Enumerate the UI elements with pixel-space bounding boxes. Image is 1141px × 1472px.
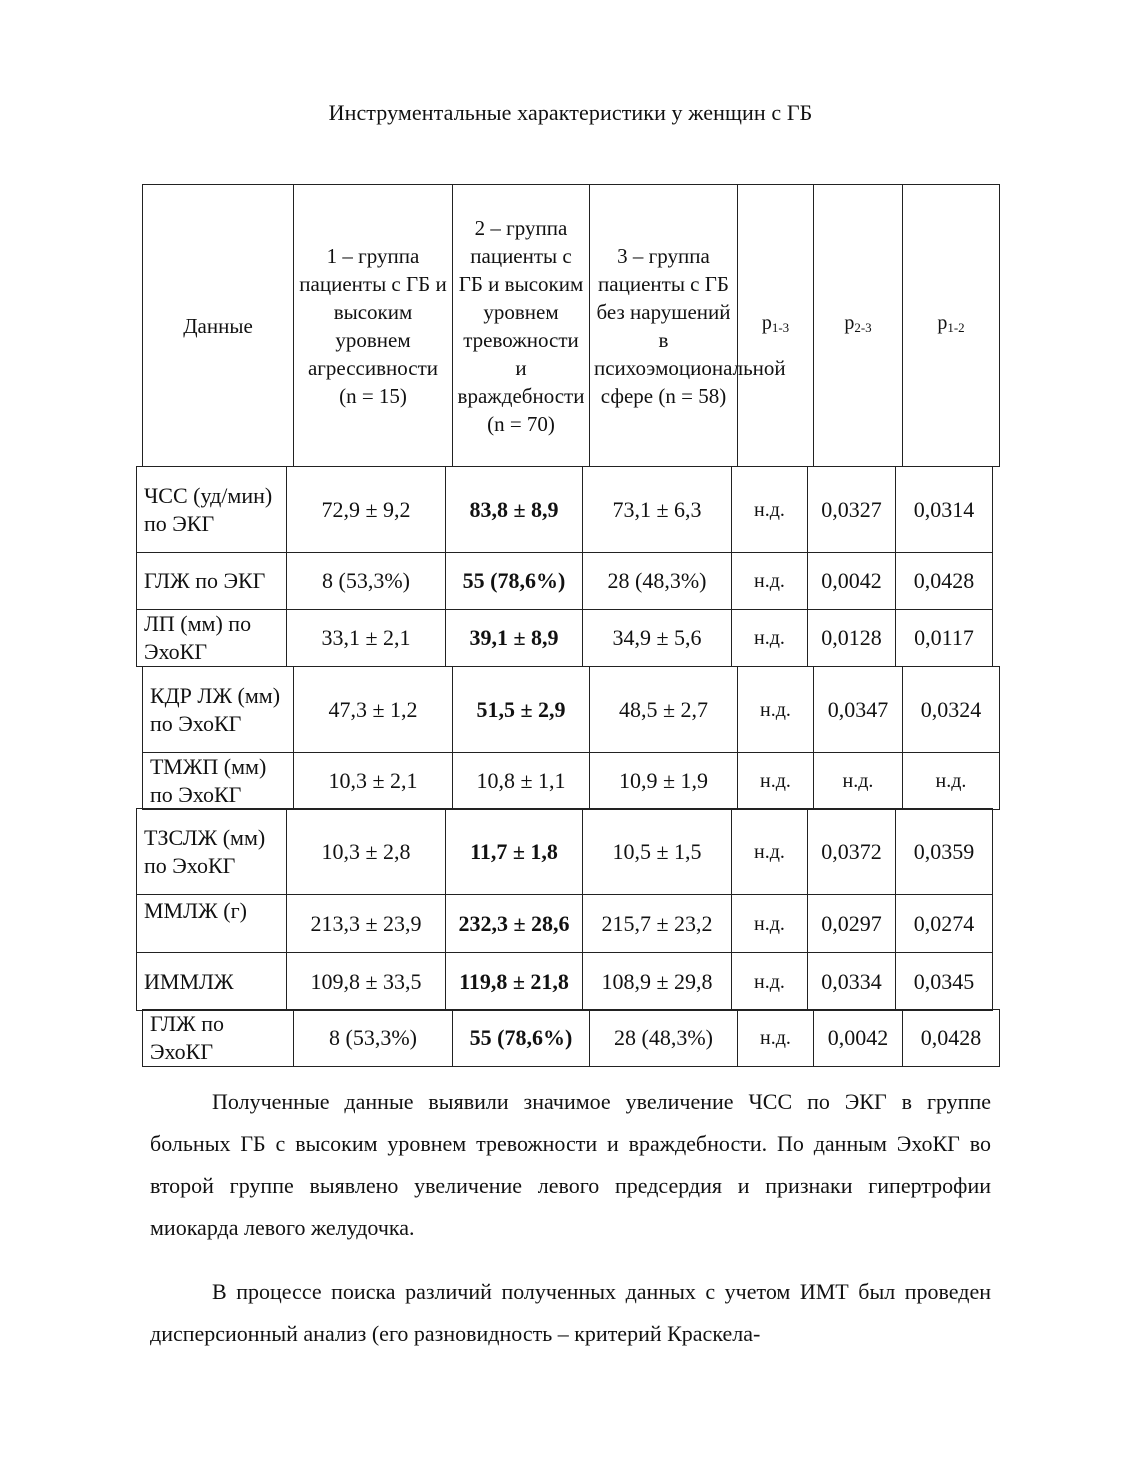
row-label: ТМЖП (мм) по ЭхоКГ [143, 753, 294, 810]
row-label: ЧСС (уд/мин) по ЭКГ [137, 467, 287, 553]
cell-g3: 73,1 ± 6,3 [583, 467, 732, 553]
body-paragraph-2: В процессе поиска различий полученных данных с учетом ИМТ был проведен дисперсионный анализ (его разновидность – критерий Краскела- [150, 1279, 991, 1346]
cell-g3: 108,9 ± 29,8 [583, 953, 732, 1011]
cell-p12: 0,0117 [896, 610, 993, 667]
cell-p12: 0,0359 [896, 809, 993, 895]
cell-p23: 0,0334 [808, 953, 896, 1011]
table-block-a [136, 466, 993, 667]
cell-g1: 109,8 ± 33,5 [287, 953, 446, 1011]
row-label: КДР ЛЖ (мм) по ЭхоКГ [143, 667, 294, 753]
table-row [143, 1010, 1000, 1067]
cell-g1: 72,9 ± 9,2 [287, 467, 446, 553]
header-group-1: 1 – группа пациенты с ГБ и высоким уровнем агрессивности (n = 15) [294, 185, 453, 467]
cell-p23: 0,0327 [808, 467, 896, 553]
cell-g1: 8 (53,3%) [287, 553, 446, 610]
body-paragraph-1: Полученные данные выявили значимое увеличение ЧСС по ЭКГ в группе больных ГБ с высоким уровнем тревожности и враждебности. По данным ЭхоКГ во второй группе выявлено увеличение левого предсердия и признаки гипертрофии миокарда левого желудочка. [150, 1089, 991, 1240]
cell-p23: 0,0347 [814, 667, 903, 753]
cell-p13: н.д. [732, 467, 808, 553]
header-group-2: 2 – группа пациенты с ГБ и высоким уровнем тревожности и враждебности (n = 70) [453, 185, 590, 467]
table-row [137, 610, 993, 667]
page-title: Инструментальные характеристики у женщин с ГБ [328, 100, 813, 125]
cell-g1: 33,1 ± 2,1 [287, 610, 446, 667]
cell-p13: н.д. [738, 753, 814, 810]
row-label: ЛП (мм) по ЭхоКГ [137, 610, 287, 667]
cell-p23: 0,0297 [808, 895, 896, 953]
cell-p12: 0,0324 [903, 667, 1000, 753]
cell-g2: 83,8 ± 8,9 [446, 467, 583, 553]
cell-p23: 0,0042 [814, 1010, 903, 1067]
cell-p12: 0,0274 [896, 895, 993, 953]
cell-g3: 48,5 ± 2,7 [590, 667, 738, 753]
cell-g2: 51,5 ± 2,9 [453, 667, 590, 753]
cell-p23: 0,0372 [808, 809, 896, 895]
row-label: ТЗСЛЖ (мм) по ЭхоКГ [137, 809, 287, 895]
cell-p12: 0,0345 [896, 953, 993, 1011]
cell-p23: 0,0128 [808, 610, 896, 667]
table-row [143, 667, 1000, 753]
cell-p12: н.д. [903, 753, 1000, 810]
cell-p13: н.д. [732, 953, 808, 1011]
table-block-b [142, 666, 1000, 810]
cell-g2: 11,7 ± 1,8 [446, 809, 583, 895]
cell-p13: н.д. [732, 895, 808, 953]
cell-g1: 213,3 ± 23,9 [287, 895, 446, 953]
cell-g1: 10,3 ± 2,1 [294, 753, 453, 810]
cell-p13: н.д. [732, 553, 808, 610]
table-block-d [142, 1009, 1000, 1067]
cell-g2: 55 (78,6%) [453, 1010, 590, 1067]
cell-g2: 55 (78,6%) [446, 553, 583, 610]
header-data: Данные [143, 185, 294, 467]
row-label: ГЛЖ по ЭКГ [137, 553, 287, 610]
row-label: ИММЛЖ [137, 953, 287, 1011]
cell-p13: н.д. [732, 809, 808, 895]
cell-g1: 47,3 ± 1,2 [294, 667, 453, 753]
cell-g2: 39,1 ± 8,9 [446, 610, 583, 667]
cell-p13: н.д. [738, 1010, 814, 1067]
row-label: ГЛЖ по ЭхоКГ [143, 1010, 294, 1067]
row-label: ММЛЖ (г) [137, 895, 287, 953]
table-block-c [136, 808, 993, 1011]
cell-g3: 215,7 ± 23,2 [583, 895, 732, 953]
cell-g3: 34,9 ± 5,6 [583, 610, 732, 667]
cell-p13: н.д. [732, 610, 808, 667]
cell-g3: 10,5 ± 1,5 [583, 809, 732, 895]
table-row [137, 553, 993, 610]
cell-p13: н.д. [738, 667, 814, 753]
cell-g3: 28 (48,3%) [590, 1010, 738, 1067]
cell-p23: 0,0042 [808, 553, 896, 610]
header-p12: $p_{1-2}$ [903, 185, 1000, 467]
table-row [143, 753, 1000, 810]
cell-g2: 232,3 ± 28,6 [446, 895, 583, 953]
cell-p23: н.д. [814, 753, 903, 810]
header-p23: $p_{2-3}$ [814, 185, 903, 467]
cell-g1: 10,3 ± 2,8 [287, 809, 446, 895]
table-row [137, 809, 993, 895]
cell-g3: 28 (48,3%) [583, 553, 732, 610]
cell-p12: 0,0314 [896, 467, 993, 553]
table-row [137, 467, 993, 553]
header-group-3: 3 – группа пациенты с ГБ без нарушений в психоэмоциональной сфере (n = 58) [590, 185, 738, 467]
cell-p12: 0,0428 [903, 1010, 1000, 1067]
header-p13: $p_{1-3}$ [738, 185, 814, 467]
cell-p12: 0,0428 [896, 553, 993, 610]
table-header [142, 184, 1000, 467]
cell-g3: 10,9 ± 1,9 [590, 753, 738, 810]
cell-g2: 119,8 ± 21,8 [446, 953, 583, 1011]
table-row [137, 953, 993, 1011]
cell-g1: 8 (53,3%) [294, 1010, 453, 1067]
table-row [137, 895, 993, 953]
cell-g2: 10,8 ± 1,1 [453, 753, 590, 810]
